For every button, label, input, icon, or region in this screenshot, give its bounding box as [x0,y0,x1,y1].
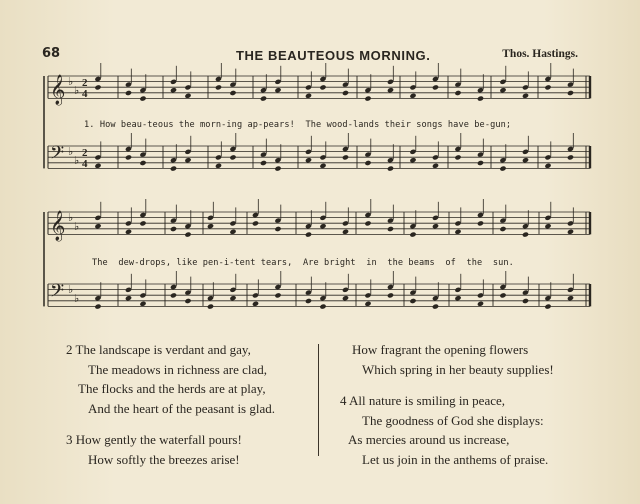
note-head [94,304,101,310]
time-signature-bottom: 4 [82,88,88,100]
note-head [342,229,349,235]
note-head [432,163,439,169]
verse-3-line-1: 3 How gently the waterfall pours! [66,432,242,448]
note-head [364,220,371,226]
note-head [544,163,551,169]
lyric-line-1: 1. How beau-teous the morn-ing ap-pears! The wood-lands their songs have be-gun; [84,120,512,130]
verse-3-line-3: How fragrant the opening flowers [352,342,529,357]
flat-icon: ♭ [74,292,80,305]
note-head [260,96,267,102]
note-head [229,229,236,235]
verse-2-line-2: The meadows in richness are clad, [88,361,268,377]
verse-2-line-3: The flocks and the herds are at play, [78,381,266,397]
note-head [319,223,326,229]
note-head [207,304,214,310]
note-head [522,157,529,163]
note-head [274,166,281,172]
song-title: THE BEAUTEOUS MORNING. [236,48,431,63]
note-head [274,87,281,93]
note-head [342,154,349,160]
note-head [170,87,177,93]
note-head [499,166,506,172]
note-head [364,96,371,102]
flat-icon: ♭ [68,283,74,296]
note-head [139,96,146,102]
note-head [184,93,191,99]
note-head [387,166,394,172]
note-head [184,298,191,304]
verse-2-line-1: 2 The landscape is verdant and gay, [66,342,251,357]
note-head [252,220,259,226]
note-head [305,298,312,304]
note-head [544,84,551,90]
note-head [170,226,177,232]
note-head [319,304,326,310]
note-head [215,84,222,90]
note-head [409,93,416,99]
page-number: 68 [42,46,61,61]
note-head [260,160,267,166]
verse-4-line-1: 4 All nature is smiling in peace, [340,393,506,409]
note-head [477,220,484,226]
additional-verses [40,340,600,467]
verse-3-line-2: How softly the breezes arise! [88,451,240,467]
note-head [567,154,574,160]
note-head [94,223,101,229]
verse-3-line-4: Which spring in her beauty supplies! [362,361,554,377]
flat-icon: ♭ [74,220,80,233]
verse-4-line-2: The goodness of God she displays: [362,412,544,428]
bass-clef-icon: 𝄢 [50,281,65,306]
note-head [432,304,439,310]
note-head [364,301,371,307]
composer-credit: Thos. Hastings. [502,48,578,60]
verse-4-line-4: Let us join in the anthems of praise. [362,451,549,467]
note-head [125,154,132,160]
note-head [94,84,101,90]
note-head [522,93,529,99]
note-head [274,226,281,232]
flat-icon: ♭ [74,154,80,167]
note-head [477,96,484,102]
note-head [94,163,101,169]
note-head [499,226,506,232]
verse-4-line-3: As mercies around us increase, [348,432,510,448]
note-head [305,157,312,163]
note-head [184,157,191,163]
note-head [252,301,259,307]
treble-clef-icon: 𝄞 [50,75,66,105]
note-head [125,90,132,96]
note-head [409,232,416,238]
note-head [477,301,484,307]
bass-clef-icon: 𝄢 [50,143,65,168]
note-head [139,301,146,307]
column-divider [318,344,319,456]
note-head [342,90,349,96]
note-head [170,166,177,172]
time-signature-top: 2 [82,77,88,89]
note-head [544,223,551,229]
flat-icon: ♭ [68,211,74,224]
note-head [454,229,461,235]
note-head [342,295,349,301]
note-head [125,295,132,301]
flat-icon: ♭ [68,145,74,158]
note-head [522,232,529,238]
note-head [305,232,312,238]
verse-2-line-4: And the heart of the peasant is glad. [88,400,275,416]
note-head [454,295,461,301]
note-head [184,232,191,238]
note-head [477,160,484,166]
note-head [567,229,574,235]
note-head [364,160,371,166]
time-signature-top: 2 [82,147,88,159]
note-head [409,298,416,304]
note-head [229,90,236,96]
time-signature-bottom: 4 [82,158,88,170]
note-head [499,292,506,298]
note-head [139,220,146,226]
note-head [125,229,132,235]
note-head [454,154,461,160]
lyric-line-2: The dew-drops, like pen-i-tent tears, Are bright in the beams of the sun. [92,258,514,268]
note-head [387,292,394,298]
note-head [274,292,281,298]
verses-left-column [66,340,336,470]
note-head [409,157,416,163]
note-head [229,295,236,301]
note-head [305,93,312,99]
note-head [170,292,177,298]
note-head [567,295,574,301]
note-head [499,87,506,93]
note-head [387,226,394,232]
note-head [319,163,326,169]
treble-clef-icon: 𝄞 [50,211,66,241]
note-head [432,223,439,229]
note-head [522,298,529,304]
note-head [207,223,214,229]
note-head [139,160,146,166]
note-head [454,90,461,96]
note-head [319,84,326,90]
note-head [544,304,551,310]
verses-right-column [340,340,610,470]
note-head [229,154,236,160]
flat-icon: ♭ [68,75,74,88]
note-head [215,163,222,169]
flat-icon: ♭ [74,84,80,97]
note-head [567,90,574,96]
note-head [387,87,394,93]
note-head [432,84,439,90]
